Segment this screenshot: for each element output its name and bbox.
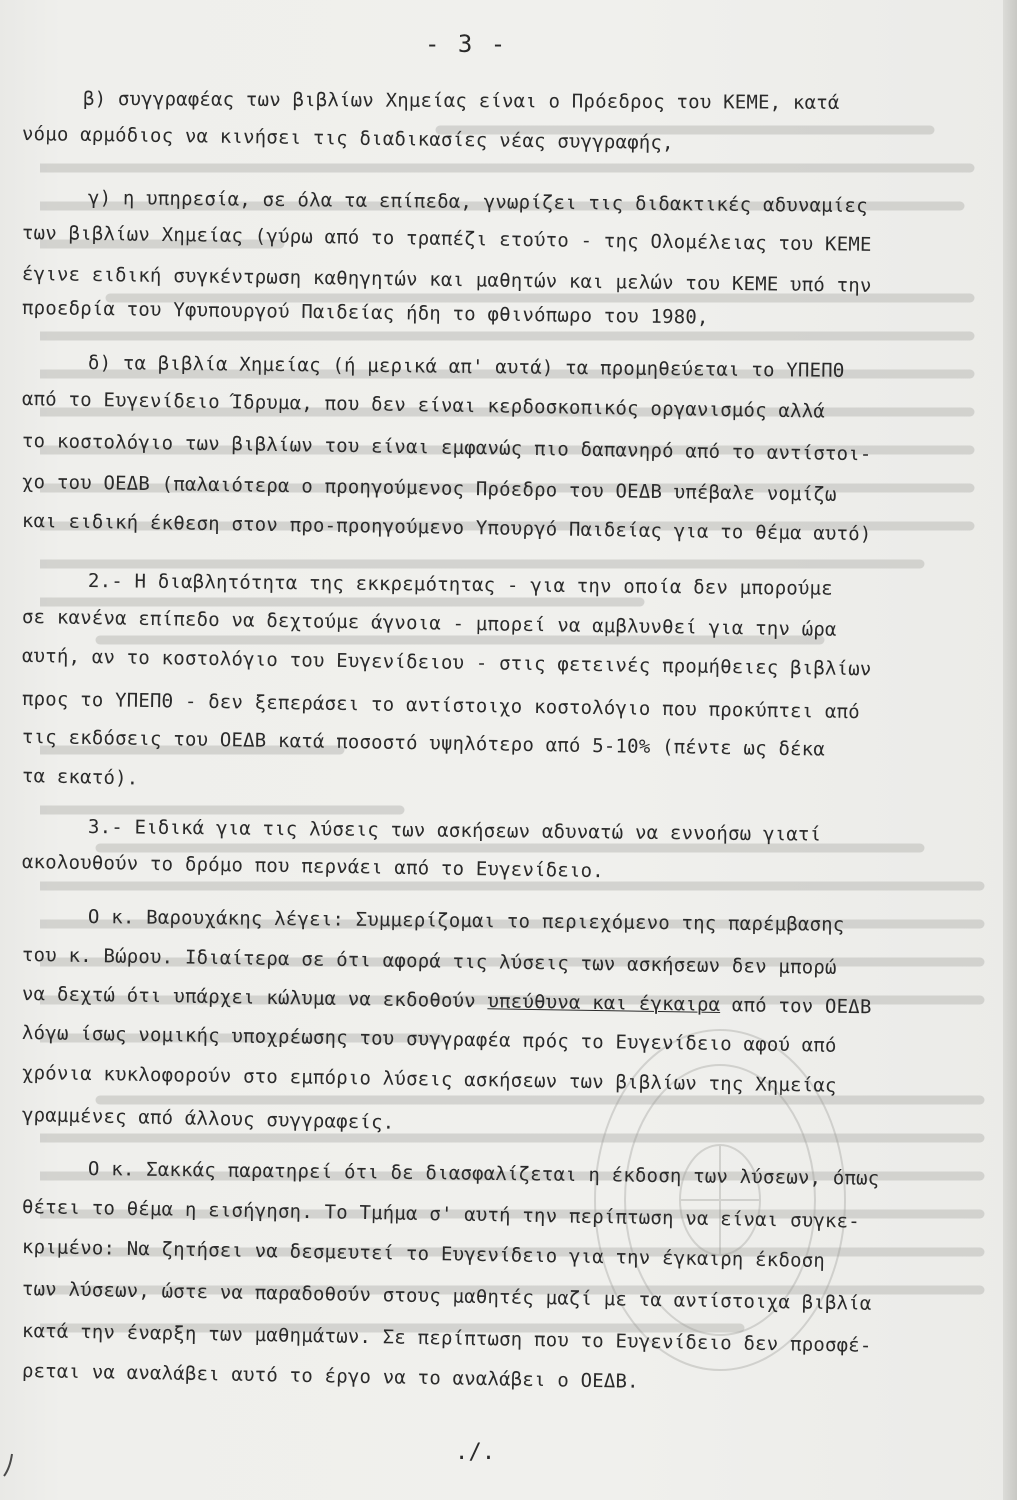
text-line: λόγω ίσως νομικής υποχρέωσης του συγγραφέα πρός το Ευγενίδειο αφού από: [21, 1022, 837, 1057]
text-line: Ο κ. Βαρουχάκης λέγει: Συμμερίζομαι το περιεχόμενο της παρέμβασης: [87, 906, 845, 936]
continuation-mark: ./.: [455, 1440, 496, 1465]
text-line: το κοστολόγιο των βιβλίων του είναι εμφανώς πιο δαπανηρό από το αντίστοι-: [21, 430, 872, 466]
text-line: Ο κ. Σακκάς παρατηρεί ότι δε διασφαλίζεται η έκδοση των λύσεων, όπως: [87, 1158, 880, 1190]
text-line: προεδρία του Υφυπουργού Παιδείας ήδη το φθινόπωρο του 1980,: [21, 297, 709, 329]
text-line: γ) η υπηρεσία, σε όλα τα επίπεδα, γνωρίζει τις διδακτικές αδυναμίες: [87, 187, 868, 218]
text-line: αυτή, αν το κοστολόγιο του Ευγενίδειου - στις φετεινές προμήθειες βιβλίων: [21, 645, 872, 681]
text-line: προς το ΥΠΕΠΘ - δεν ξεπεράσει το αντίστοιχο κοστολόγιο που προκύπτει από: [21, 688, 861, 724]
text-line: ακολουθούν το δρόμο που περνάει από το Ευγενίδειο.: [21, 851, 605, 883]
text-line: ρεται να αναλάβει αυτό το έργο να το αναλάβει ο ΟΕΔΒ.: [21, 1360, 639, 1393]
page-number: - 3 -: [425, 30, 508, 58]
text-line: του κ. Βώρου. Ιδιαίτερα σε ότι αφορά τις λύσεις των ασκήσεων δεν μπορώ: [21, 944, 837, 979]
text-line: των λύσεων, ώστε να παραδοθούν στους μαθητές μαζί με τα αντίστοιχα βιβλία: [21, 1278, 872, 1315]
text-line: δ) τα βιβλία Χημείας (ή μερικά απ' αυτά) τα προμηθεύεται το ΥΠΕΠΘ: [87, 352, 845, 382]
text-line: χρόνια κυκλοφορούν στο εμπόριο λύσεις ασκήσεων των βιβλίων της Χημείας: [21, 1062, 837, 1097]
text-line: θέτει το θέμα η εισήγηση. Το Τμήμα σ' αυτή την περίπτωση να είναι συγκε-: [21, 1196, 861, 1233]
text-line: έγινε ειδική συγκέντρωση καθηγητών και μαθητών και μελών του ΚΕΜΕ υπό την: [21, 263, 872, 297]
underlined-text: υπεύθυνα και έγκαιρα: [487, 990, 721, 1016]
text-line: κατά την έναρξη των μαθημάτων. Σε περίπτωση που το Ευγενίδειο δεν προσφέ-: [21, 1320, 872, 1357]
text-line: τις εκδόσεις του ΟΕΔΒ κατά ποσοστό υψηλότερο από 5-10% (πέντε ως δέκα: [21, 726, 826, 761]
text-segment: από τον ΟΕΔΒ: [731, 994, 872, 1019]
text-line: σε κανένα επίπεδο να δεχτούμε άγνοια - μπορεί να αμβλυνθεί για την ώρα: [21, 606, 837, 641]
text-line: κριμένο: Να ζητήσει να δεσμευτεί το Ευγενίδειο για την έγκαιρη έκδοση: [21, 1236, 826, 1273]
text-line: γραμμένες από άλλους συγγραφείς.: [21, 1104, 395, 1134]
text-line: 3.- Ειδικά για τις λύσεις των ασκήσεων αδυνατώ να εννοήσω γιατί: [87, 816, 822, 846]
text-line: [22, 983, 872, 1018]
text-line: β) συγγραφέας των βιβλίων Χημείας είναι ο Πρόεδρος του ΚΕΜΕ, κατά: [82, 88, 840, 114]
text-line: των βιβλίων Χημείας (γύρω από το τραπέζι ετούτο - της Ολομέλειας του ΚΕΜΕ: [21, 222, 872, 256]
text-line: νόμο αρμόδιος να κινήσει τις διαδικασίες νέας συγγραφής,: [21, 123, 674, 155]
text-line: τα εκατό).: [21, 765, 139, 790]
text-line: και ειδική έκθεση στον προ-προηγούμενο Υπουργό Παιδείας για το θέμα αυτό): [21, 510, 872, 546]
page-edge-shadow: [1003, 0, 1017, 1500]
text-line: 2.- Η διαβλητότητα της εκκρεμότητας - για την οποία δεν μπορούμε: [87, 570, 833, 600]
text-segment: να δεχτώ ότι υπάρχει κώλυμα να εκδοθούν: [21, 983, 477, 1013]
text-line: χο του ΟΕΔΒ (παλαιότερα ο προηγούμενος Πρόεδρο του ΟΕΔΒ υπέβαλε νομίζω: [21, 471, 837, 506]
text-line: από το Ευγενίδειο Ίδρυμα, που δεν είναι κερδοσκοπικός οργανισμός αλλά: [21, 388, 826, 423]
